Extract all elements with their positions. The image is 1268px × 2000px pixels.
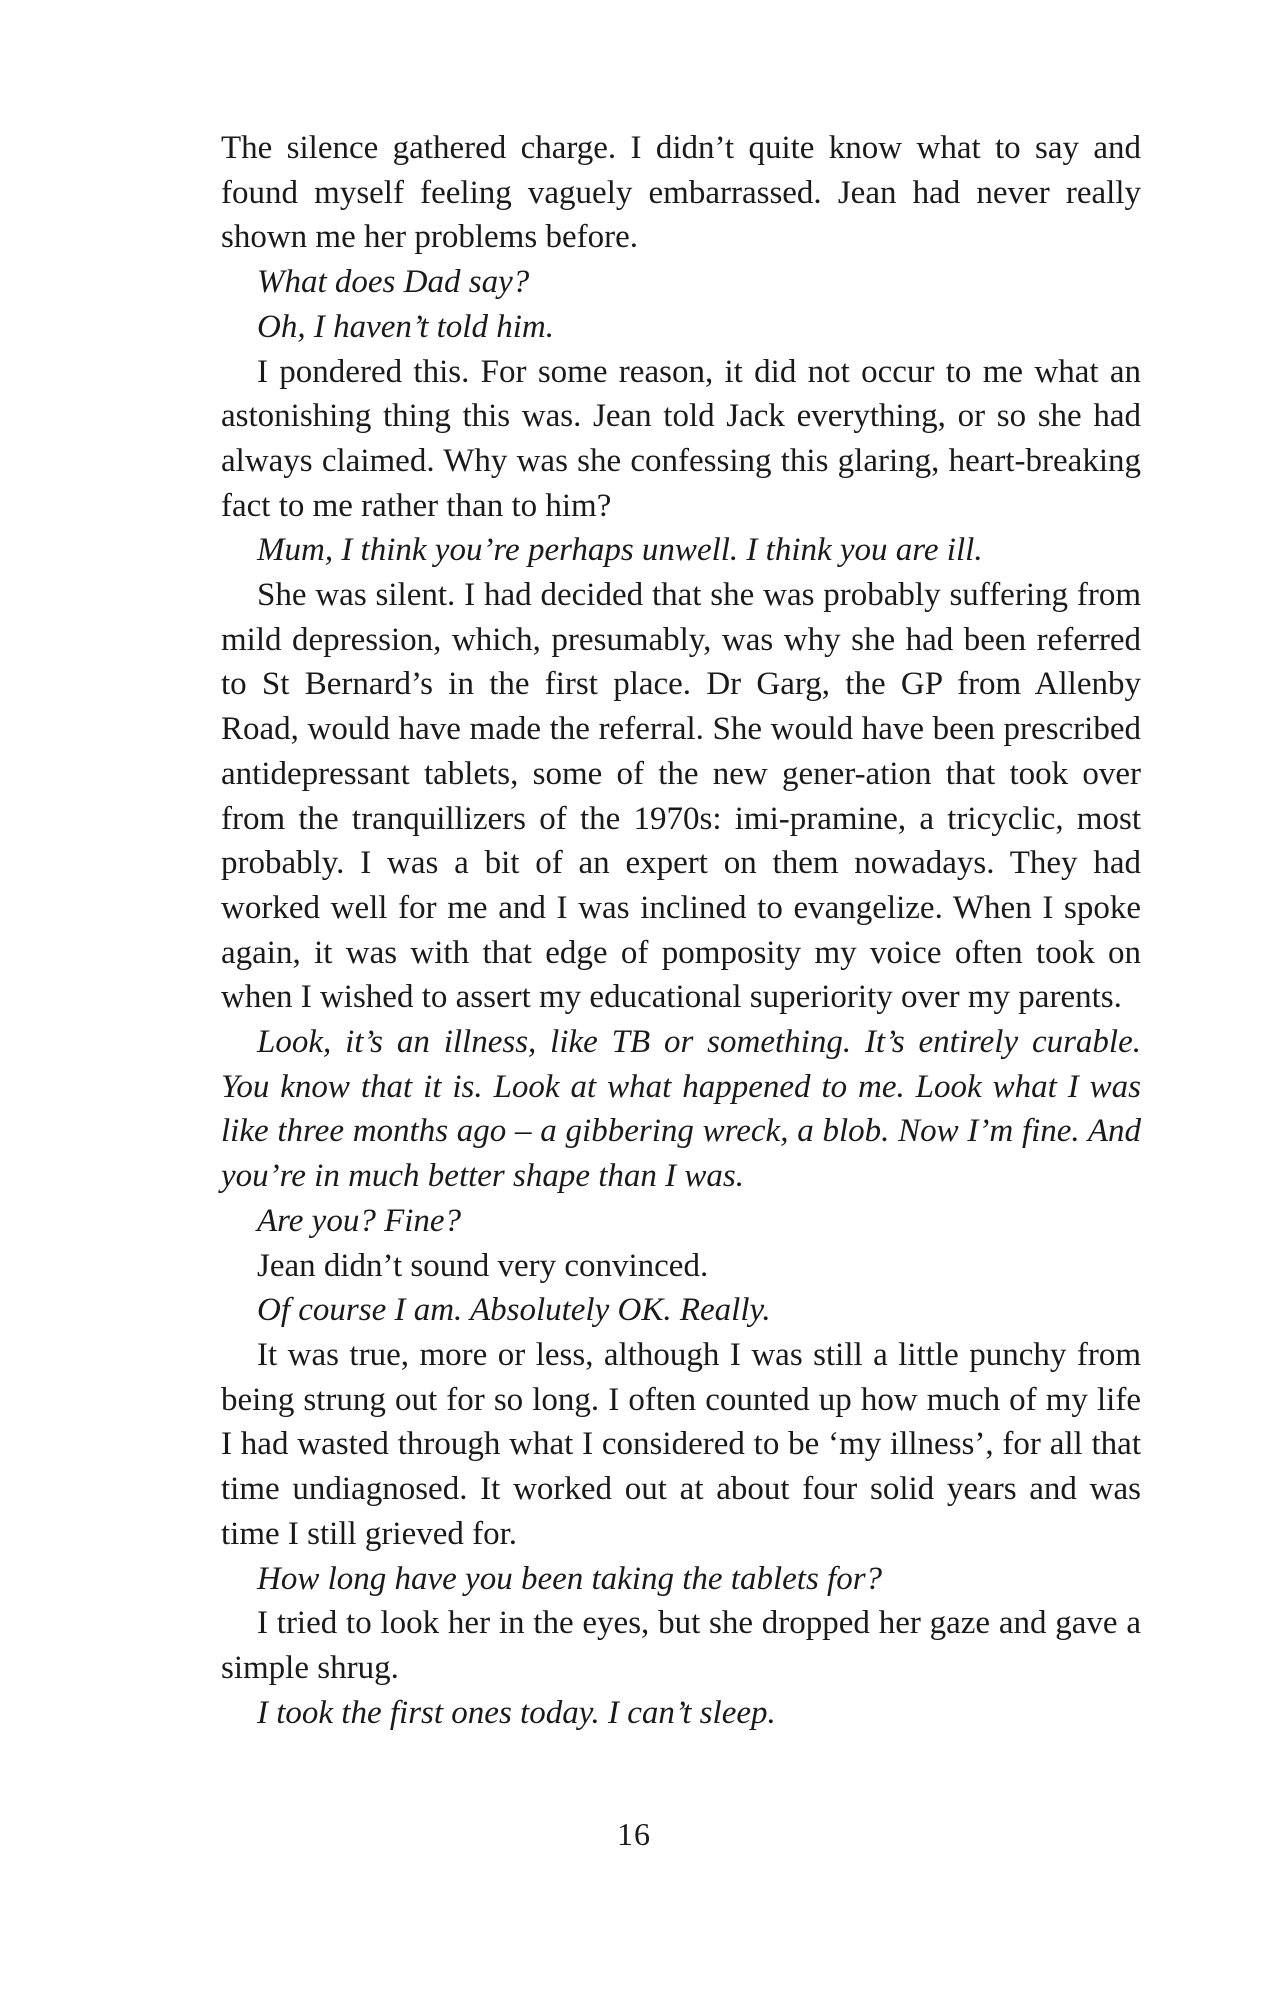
paragraph: Jean didn’t sound very convinced. (257, 1247, 709, 1284)
paragraph: Are you? Fine? (257, 1202, 462, 1239)
paragraph: What does Dad say? (257, 264, 530, 301)
body-text (221, 126, 1141, 1735)
paragraph: Mum, I think you’re perhaps unwell. I think you are ill. (257, 532, 983, 569)
paragraph: The silence gathered charge. I didn’t quite know what to say and found myself feeling vaguely embarrassed. Jean had never really shown me her problems before. (221, 130, 1141, 256)
page-number: 16 (617, 1816, 651, 1852)
paragraph: It was true, more or less, although I was still a little punchy from being strung out for so long. I often counted up how much of my life I had wasted through what I considered to be ‘my illness’, for all that time undiagnosed. It worked out at about four solid years and was time I still grieved for. (221, 1336, 1141, 1552)
paragraph: Look, it’s an illness, like TB or something. It’s entirely curable. You know that it is. Look at what happened to me. Look what I was like three months ago – a gibbering wreck, a blob. Now I’m fine. And you’re in much better shape than I was. (221, 1024, 1141, 1195)
paragraph: I took the first ones today. I can’t sleep. (257, 1694, 776, 1731)
paragraph: Of course I am. Absolutely OK. Really. (257, 1292, 771, 1329)
paragraph: I tried to look her in the eyes, but she dropped her gaze and gave a simple shrug. (221, 1605, 1141, 1686)
paragraph: She was silent. I had decided that she was probably suffering from mild depression, which, presumably, was why she had been referred to St Bernard’s in the first place. Dr Garg, the GP from Allenby Road, would have made the referral. She would have been prescribed antidepressant tablets, some of the new gener-ation that took over from the tranquillizers of the 1970s: imi-pramine, a tricyclic, most probably. I was a bit of an expert on them nowadays. They had worked well for me and I was inclined to evangelize. When I spoke again, it was with that edge of pomposity my voice often took on when I wished to assert my educational superiority over my parents. (221, 577, 1141, 1016)
paragraph: How long have you been taking the tablets for? (257, 1560, 883, 1597)
paragraph: Oh, I haven’t told him. (257, 308, 554, 345)
paragraph: I pondered this. For some reason, it did not occur to me what an astonishing thing this was. Jean told Jack everything, or so she had always claimed. Why was she confessing this glaring, heart-breaking fact to me rather than to him? (221, 353, 1141, 524)
